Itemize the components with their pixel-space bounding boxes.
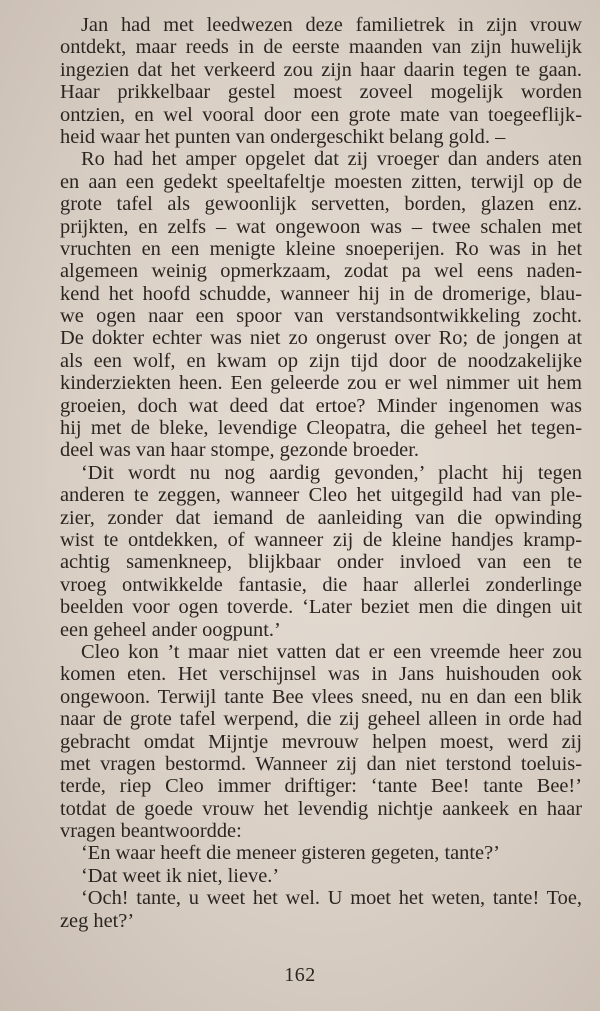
text-line: algemeen weinig opmerkzaam, zodat pa wel eens naden-: [60, 260, 582, 283]
text-line: Ro had het amper opgelet dat zij vroeger dan anders aten: [81, 148, 582, 171]
text-line: ongewoon. Terwijl tante Bee vlees sneed, nu en dan een blik: [60, 685, 582, 708]
body-text: [60, 14, 582, 932]
text-line: zier, zonder dat iemand de aanleiding van die opwinding: [60, 506, 582, 529]
text-line: naar de grote tafel werpend, die zij geheel alleen in orde had: [60, 708, 582, 731]
text-line: vroeg ontwikkelde fantasie, die haar allerlei zonderlinge: [60, 573, 582, 596]
text-line: kinderziekten heen. Een geleerde zou er wel nimmer uit hem: [60, 372, 582, 395]
text-line: ontzien, en wel vooral door een grote mate van toegeeflijk-: [60, 103, 582, 126]
text-line: totdat de goede vrouw het levendig nichtje aankeek en haar: [60, 797, 582, 820]
text-line: ‘Och! tante, u weet het wel. U moet het weten, tante! Toe,: [81, 887, 582, 910]
text-line: vruchten en een menigte kleine snoeperijen. Ro was in het: [60, 237, 582, 260]
text-line: en aan een gedekt speeltafeltje moesten zitten, terwijl op de: [60, 170, 582, 193]
text-line: ingezien dat het verkeerd zou zijn haar daarin tegen te gaan.: [60, 58, 582, 81]
text-line: gebracht omdat Mijntje mevrouw helpen moest, werd zij: [60, 730, 582, 753]
text-line: Cleo kon ’t maar niet vatten dat er een vreemde heer zou: [81, 640, 582, 663]
text-line: kend het hoofd schudde, wanneer hij in de dromerige, blau-: [60, 282, 582, 305]
text-line: komen eten. Het verschijnsel was in Jans huishouden ook: [60, 663, 582, 686]
text-line: vragen beantwoordde:: [60, 820, 242, 843]
text-line: als een wolf, en kwam op zijn tijd door de noodzakelijke: [60, 349, 582, 372]
text-line: beelden voor ogen toverde. ‘Later beziet men die dingen uit: [60, 596, 582, 619]
text-line: groeien, doch wat deed dat ertoe? Minder ingenomen was: [60, 394, 582, 417]
text-line: deel was van haar stompe, gezonde broeder.: [60, 439, 419, 462]
text-line: ‘Dit wordt nu nog aardig gevonden,’ placht hij tegen: [81, 461, 582, 484]
text-line: De dokter echter was niet zo ongerust over Ro; de jongen at: [60, 327, 582, 350]
text-line: Haar prikkelbaar gestel moest zoveel mogelijk worden: [60, 81, 582, 104]
text-line: achtig samenkneep, blijkbaar onder invloed van een te: [60, 551, 582, 574]
text-line: met vragen bestormd. Wanneer zij dan niet terstond toeluis-: [60, 752, 582, 775]
text-line: hij met de bleke, levendige Cleopatra, die geheel het tegen-: [60, 417, 582, 440]
text-line: een geheel ander oogpunt.’: [60, 618, 281, 641]
text-line: ‘Dat weet ik niet, lieve.’: [81, 864, 280, 887]
text-line: grote tafel als gewoonlijk servetten, borden, glazen enz.: [60, 193, 582, 216]
page-number: 162: [284, 964, 316, 986]
text-line: ‘En waar heeft die meneer gisteren gegeten, tante?’: [81, 842, 500, 865]
text-line: prijkten, en zelfs – wat ongewoon was – twee schalen met: [60, 215, 582, 238]
text-line: we ogen naar een spoor van verstandsontwikkeling zocht.: [60, 305, 582, 328]
text-line: zeg het?’: [60, 909, 135, 932]
text-line: ontdekt, maar reeds in de eerste maanden van zijn huwelijk: [60, 36, 582, 59]
text-line: heid waar het punten van ondergeschikt belang gold. –: [60, 125, 506, 148]
text-line: wist te ontdekken, of wanneer zij de kleine handjes kramp-: [60, 528, 582, 551]
text-line: terde, riep Cleo immer driftiger: ‘tante Bee! tante Bee!’: [60, 775, 582, 798]
text-line: anderen te zeggen, wanneer Cleo het uitgegild had van ple-: [60, 484, 582, 507]
text-line: Jan had met leedwezen deze familietrek in zijn vrouw: [81, 14, 582, 36]
